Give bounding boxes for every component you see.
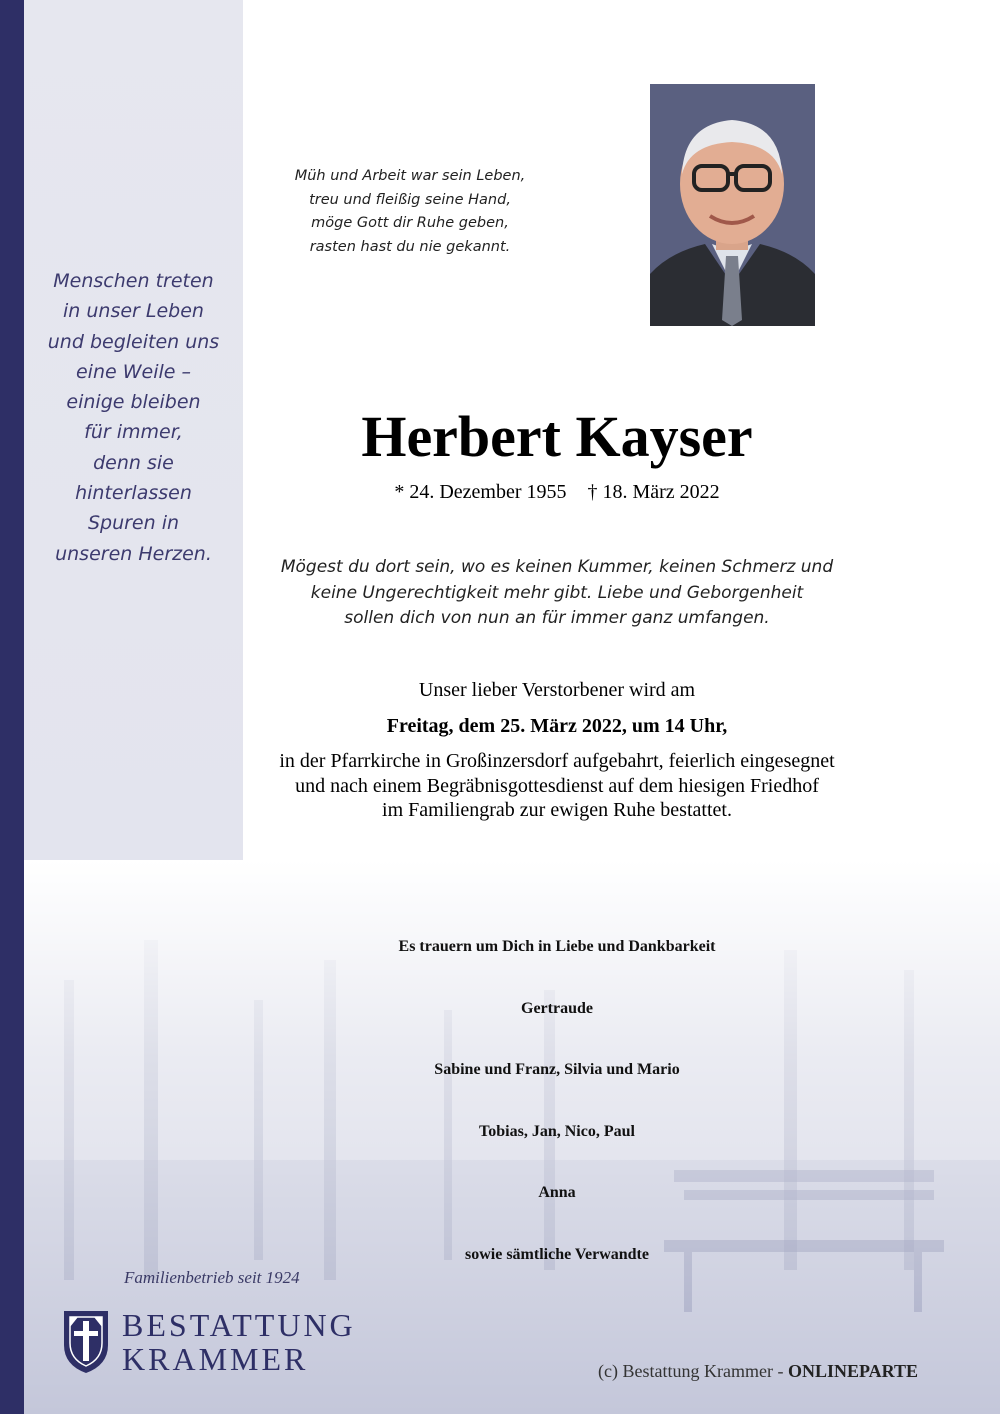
mourner-entry: Gertraude [521,999,593,1017]
top-verse-line: Müh und Arbeit war sein Leben, [294,168,526,184]
family-business-tagline: Familienbetrieb seit 1924 [124,1268,300,1287]
top-verse-line: treu und fleißig seine Hand, [309,191,511,208]
sidebar-verse-line: für immer, [84,421,183,444]
sidebar-verse-line: Menschen treten [53,270,214,292]
life-dates [243,481,871,504]
sidebar-verse [24,266,243,569]
notice-detail-line: in der Pfarrkirche in Großinzersdorf aufgebahrt, feierlich eingesegnet [279,750,835,772]
memorial-verse-line: keine Ungerechtigkeit mehr gibt. Liebe und Geborgenheit [310,582,804,603]
crest-icon [62,1309,110,1375]
birth-date: * 24. Dezember 1955 [394,481,567,503]
death-date: † 18. März 2022 [587,481,720,503]
sidebar-verse-line: unseren Herzen. [55,542,212,565]
top-verse [250,165,570,259]
top-verse-line: möge Gott dir Ruhe geben, [311,215,509,231]
notice-date: Freitag, dem 25. März 2022, um 14 Uhr, [386,714,728,737]
memorial-verse-line: Mögest du dort sein, wo es keinen Kummer, keinen Schmerz und [280,557,834,577]
deceased-name: Herbert Kayser [361,404,753,469]
copyright-text: (c) Bestattung Krammer - [598,1361,788,1381]
logo-line-bestattung: BESTATTUNG [122,1307,356,1343]
mourner-entry: Sabine und Franz, Silvia und Mario [434,1061,680,1078]
top-verse-line: rasten hast du nie gekannt. [309,238,511,255]
copyright-notice [598,1361,918,1382]
mourner-entry: Anna [538,1184,576,1201]
copyright-brand: ONLINEPARTE [787,1361,918,1381]
funeral-notice [243,678,871,823]
sidebar-verse-line: denn sie [93,451,174,474]
logo-line-krammer: KRAMMER [122,1341,309,1377]
mourner-entry: Tobias, Jan, Nico, Paul [479,1122,635,1140]
company-logo [62,1308,356,1376]
sidebar-verse-line: und begleiten uns [47,330,220,353]
sidebar-verse-line: einige bleiben [66,391,201,414]
notice-intro: Unser lieber Verstorbener wird am [418,679,696,701]
notice-detail-line: und nach einem Begräbnisgottesdienst auf dem hiesigen Friedhof [295,774,819,797]
mourner-entry: sowie sämtliche Verwandte [465,1245,649,1263]
sidebar-verse-line: hinterlassen [75,482,192,505]
memorial-verse-line: sollen dich von nun an für immer ganz umfangen. [344,608,770,628]
mourners-list [243,938,871,1307]
notice-detail-line: im Familiengrab zur ewigen Ruhe bestattet. [382,799,732,821]
memorial-verse [243,555,871,632]
portrait-photo [650,84,815,326]
sidebar-verse-line: in unser Leben [63,300,204,323]
left-accent-stripe [0,0,24,1414]
sidebar-verse-line: Spuren in [87,512,180,535]
mourners-heading: Es trauern um Dich in Liebe und Dankbarkeit [398,938,716,955]
sidebar-verse-line: eine Weile – [75,360,191,383]
